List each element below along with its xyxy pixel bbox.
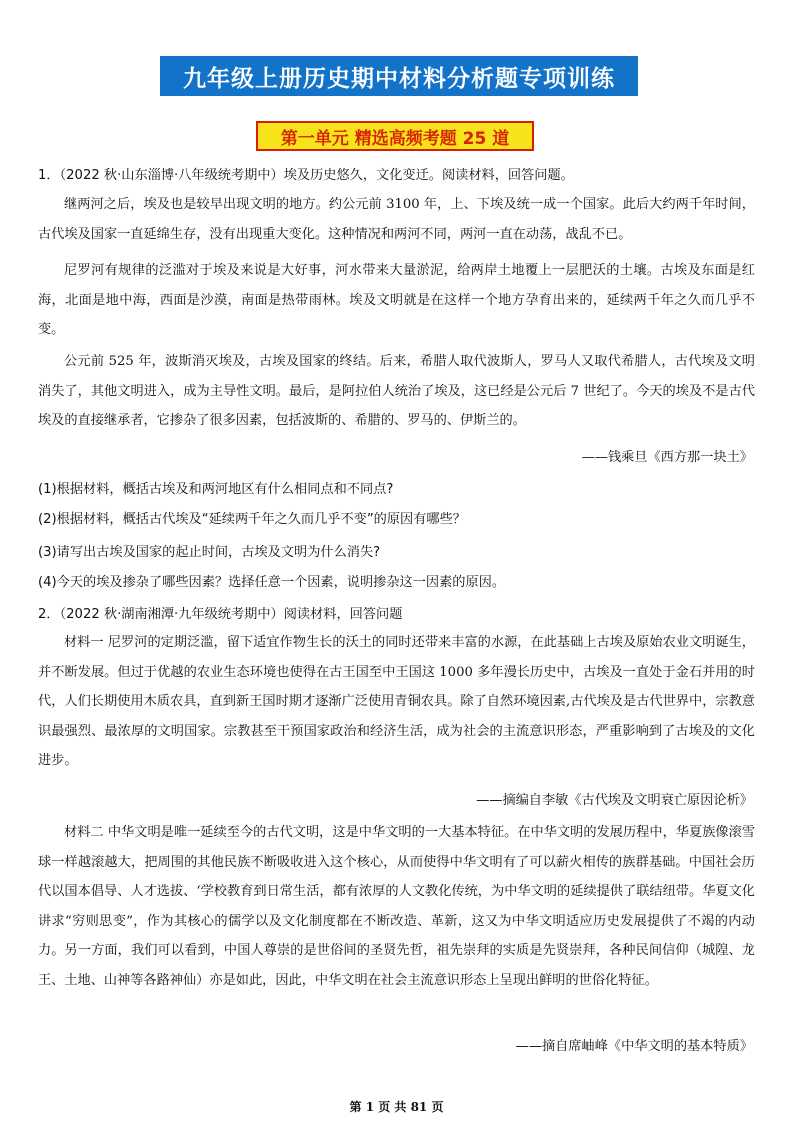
page-number: 第 1 页 共 81 页 (349, 1100, 444, 1114)
question-1-paragraph-3: 公元前 525 年，波斯消灭埃及，古埃及国家的终结。后来，希腊人取代波斯人，罗马人又取代希腊人，古代埃及文明消失了，其他文明进入，成为主导性文明。最后，是阿拉伯人统治了埃及，这已经是公元后 7 世纪了。今天的埃及不是古代埃及的直接继承者，它掺杂了很多因素，包括波斯的、希腊的、罗马的、伊斯兰的。 (38, 354, 755, 428)
question-1-sub-4: (4)今天的埃及掺杂了哪些因素？选择任意一个因素，说明掺杂这一因素的原因。 (38, 575, 506, 590)
document-title: 九年级上册历史期中材料分析题专项训练 (160, 56, 638, 96)
question-1-paragraph-2: 尼罗河有规律的泛滥对于埃及来说是大好事，河水带来大量淤泥，给两岸土地覆上一层肥沃的土壤。古埃及东面是红海，北面是地中海，西面是沙漠，南面是热带雨林。埃及文明就是在这样一个地方孕育出来的，延续两千年之久而几乎不变。 (38, 263, 755, 337)
unit-label: 第一单元 精选高频考题 25 道 (256, 121, 534, 151)
question-2-stem: 2．（2022 秋·湖南湘潭·九年级统考期中）阅读材料，回答问题 (38, 607, 403, 622)
question-1-sub-2: (2)根据材料，概括古代埃及“延续两千年之久而几乎不变”的原因有哪些？ (38, 512, 466, 527)
question-2-source-2: ——摘自席岫峰《中华文明的基本特质》 (515, 1039, 753, 1054)
question-2-source-1: ——摘编自李敏《古代埃及文明衰亡原因论析》 (476, 793, 753, 808)
question-1-sub-3: (3)请写出古埃及国家的起止时间，古埃及文明为什么消失? (38, 545, 381, 560)
question-1-sub-1: (1)根据材料，概括古埃及和两河地区有什么相同点和不同点? (38, 482, 394, 497)
question-1-source: ——钱乘旦《西方那一块土》 (581, 450, 753, 465)
question-1-paragraph-1: 继两河之后，埃及也是较早出现文明的地方。约公元前 3100 年，上、下埃及统一成一个国家。此后大约两千年时间，古代埃及国家一直延绵生存，没有出现重大变化。这种情况和两河不同，两河一直在动荡，战乱不已。 (38, 197, 755, 242)
question-1-stem: 1．（2022 秋·山东淄博·八年级统考期中）埃及历史悠久，文化变迁。阅读材料，回答问题。 (38, 168, 574, 183)
question-2-material-2: 材料二 中华文明是唯一延续至今的古代文明，这是中华文明的一大基本特征。在中华文明的发展历程中，华夏族像滚雪球一样越滚越大，把周围的其他民族不断吸收进入这个核心，从而使得中华文明有了可以薪火相传的族群基础。中国社会历代以国本倡导、人才选拔、‘学校教育到日常生活，都有浓厚的人文教化传统，为中华文明的延续提供了联结纽带。华夏文化讲求“穷则思变”，作为其核心的儒学以及文化制度都在不断改造、革新，这又为中华文明适应历史发展提供了不竭的内动力。另一方面，我们可以看到，中国人尊崇的是世俗间的圣贤先哲，祖先崇拜的实质是先贤崇拜，各种民间信仰（城隍、龙王、土地、山神等各路神仙）亦是如此，因此，中华文明在社会主流意识形态上呈现出鲜明的世俗化特征。 (38, 825, 755, 988)
question-2-material-1: 材料一 尼罗河的定期泛滥，留下适宜作物生长的沃土的同时还带来丰富的水源，在此基础上古埃及原始农业文明诞生，并不断发展。但过于优越的农业生态环境也使得在古王国至中王国这 1000 多年漫长历史中，古埃及一直处于金石并用的时代，人们长期使用木质农具，直到新王国时期才逐渐广泛使用青铜农具。除了自然环境因素,古代埃及是古代世界中，宗教意识最强烈、最浓厚的文明国家。宗教甚至干预国家政治和经济生活，成为社会的主流意识形态，严重影响到了古埃及的文化进步。 (38, 635, 755, 768)
